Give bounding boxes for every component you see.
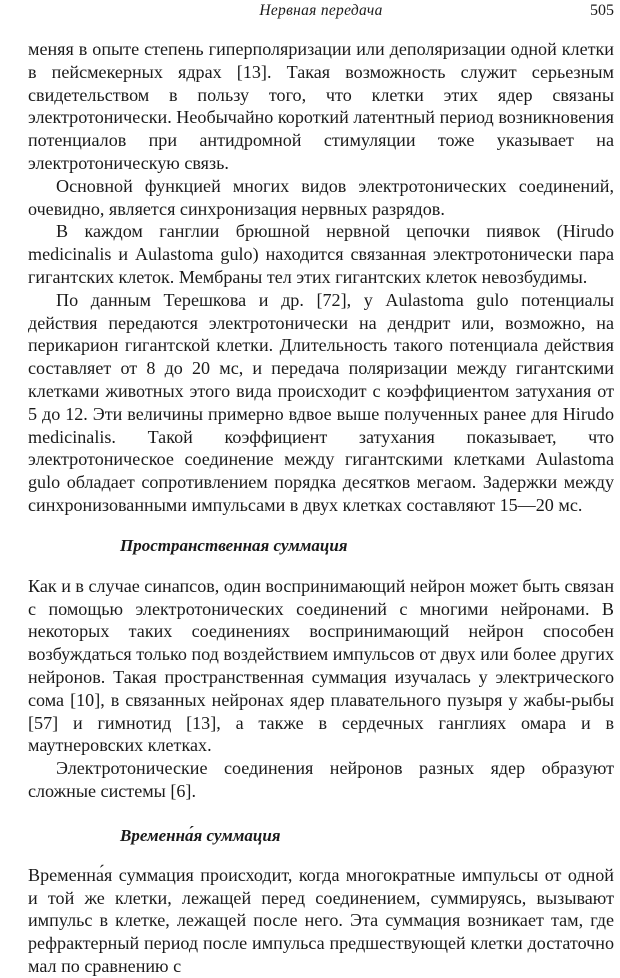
section-heading-temporal-summation: Временна́я суммация [120, 825, 281, 845]
paragraph-continuation: меняя в опыте степень гиперполяризации или деполяризации одной клетки в пейсмекерных ядрах [13]. Такая возможность служит серьезным свидетельством в пользу того, что клетки этих ядер связаны электротонически. Необычайно короткий латентный период возникновения потенциалов при антидромной стимуляции тоже указывает на электротоническую связь. [28, 39, 614, 173]
paragraph-tereshkov-data: По данным Терешкова и др. [72], у Aulastoma gulo потенциалы действия передаются электротонически на дендрит или, возможно, на перикарион гигантской клетки. Длительность такого потенциала действия составляет от 8 до 20 мс, и передача поляризации между гигантскими клетками животных этого вида происходит с коэффициентом затухания от 5 до 12. Эти величины примерно вдвое выше полученных ранее для Hirudo medicinalis. Такой коэффициент затухания показывает, что электротоническое соединение между гигантскими клетками Aulastoma gulo обладает сопротивлением порядка десятков мегаом. Задержки между синхронизованными импульсами в двух клетках составляют 15—20 мс. [28, 289, 614, 515]
section-heading-spatial-summation: Пространственная суммация [120, 535, 348, 555]
paragraph-spatial-summation: Как и в случае синапсов, один воспринимающий нейрон может быть связан с помощью электротонических соединений с многими нейронами. В некоторых таких соединениях воспринимающий нейрон способен возбуждаться только под воздействием импульсов от двух или более других нейронов. Такая пространственная суммация изучалась у электрического сома [10], в связанных нейронах ядер плавательного пузыря у жабы-рыбы [57] и гимнотид [13], а также в сердечных ганглиях омара и в маутнеровских клетках. [28, 575, 614, 756]
running-title: Нервная передача [259, 2, 383, 19]
paragraph-synchronization: Основной функцией многих видов электротонических соединений, очевидно, является синхронизация нервных разрядов. [28, 175, 614, 219]
paragraph-leech-ganglia: В каждом ганглии брюшной нервной цепочки пиявок (Hirudo medicinalis и Aulastoma gulo) находится связанная электротонически пара гигантских клеток. Мембраны тел этих гигантских клеток невозбудимы. [28, 221, 614, 287]
paragraph-complex-systems: Электротонические соединения нейронов разных ядер образуют сложные системы [6]. [28, 758, 614, 801]
running-head [28, 2, 614, 22]
page-number: 505 [590, 2, 614, 19]
paragraph-temporal-summation: Временна́я суммация происходит, когда многократные импульсы от одной и той же клетки, лежащей перед соединением, суммируясь, вызывают импульс в клетке, лежащей после него. Эта суммация возникает там, где рефрактерный период после импульса предшествующей клетки достаточно мал по сравнению с [28, 864, 614, 976]
body-text [28, 38, 614, 978]
